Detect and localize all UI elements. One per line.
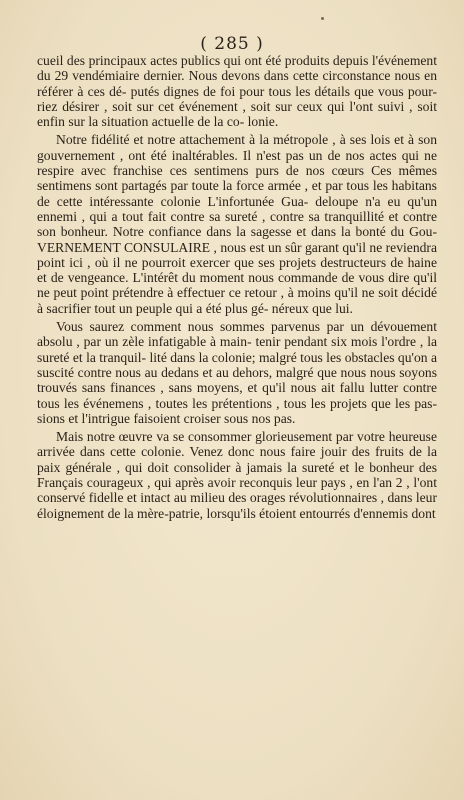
text-line: orages révolutionnaires , dans leur éloignement de la bbox=[37, 490, 437, 521]
text-line: point prétendre à effectuer ce retour , à moins qu'il ne bbox=[80, 285, 375, 301]
text-line: Mais notre œuvre va se consommer glorieusement par bbox=[56, 429, 354, 445]
text-line: cueil des principaux actes publics qui ont été produits bbox=[37, 53, 330, 68]
text-line: soit décidé à sacrifier tout un peuple qui a été plus gé- bbox=[37, 285, 438, 316]
ink-speck bbox=[321, 17, 324, 20]
text-line: Notre fidélité et notre attachement à la métropole , à bbox=[56, 132, 346, 148]
text-line: ces sentimens purs de nos cœurs Ces mêmes sentimens bbox=[37, 163, 437, 194]
paragraph bbox=[37, 319, 437, 426]
paragraph bbox=[37, 53, 437, 129]
text-line: mère-patrie, lorsqu'ils étoient entourrés d'ennemis dont bbox=[137, 505, 436, 521]
page-body bbox=[37, 53, 437, 524]
text-line: VERNEMENT CONSULAIRE , nous est un sûr garant qu'il bbox=[37, 239, 366, 255]
text-line: suscité contre nous au dedans et au dehors, malgré que bbox=[37, 364, 337, 380]
text-line: depuis l'événement du 29 vendémiaire dernier. Nous bbox=[37, 53, 437, 84]
paragraph bbox=[37, 429, 437, 521]
text-line: ses lois et à son gouvernement , ont été inaltérables. Il bbox=[37, 132, 437, 163]
text-line: tenir pendant six mois l'ordre , la sureté et la tranquil- bbox=[37, 334, 438, 365]
paragraph bbox=[37, 132, 437, 316]
text-line: nous nous soyons trouvés sans finances , sans moyens, bbox=[37, 364, 437, 396]
text-line: votre heureuse arrivée dans cette colonie. Venez donc bbox=[37, 429, 438, 460]
page-number: ( 285 ) bbox=[200, 34, 264, 54]
text-line: et qu'il nous ait fallu lutter contre tous les événemens , bbox=[37, 380, 437, 411]
text-line: n'est pas un de nos actes qui ne respire avec franchise bbox=[37, 147, 437, 179]
text-line: néreux que lui. bbox=[271, 300, 353, 316]
text-line: l'ont suivi , soit enfin sur la situation actuelle de la co- bbox=[37, 98, 437, 130]
text-line: lité dans la colonie; malgré tous les obstacles qu'on a bbox=[149, 349, 437, 365]
text-line: habitans de cette intéressante colonie L'infortunée Gua- bbox=[37, 178, 437, 209]
text-line: deloupe n'a eu qu'un ennemi , qui a tout fait contre sa bbox=[37, 193, 437, 224]
text-line: riez désirer , soit sur cet événement , soit sur ceux qui bbox=[37, 98, 345, 114]
text-line: ne reviendra point ici , où il ne pourroit exercer que ses bbox=[37, 239, 437, 270]
text-line: Notre confiance dans la sagesse et dans la bonté du Gou- bbox=[112, 224, 438, 240]
text-line: Vous saurez comment nous sommes parvenus par bbox=[56, 319, 344, 335]
text-line: consolider à jamais la sureté et le bonheur des Français bbox=[37, 459, 437, 491]
text-line: un dévouement absolu , par un zèle infatigable à main- bbox=[37, 319, 438, 350]
text-line: du moment nous commande de vous dire qu'il ne peut bbox=[37, 270, 437, 301]
text-line: sont partagés par toute la force armée , et par tous les bbox=[95, 178, 388, 194]
text-line: devons dans cette circonstance nous en référer à ces dé- bbox=[37, 68, 437, 99]
text-line: nous faire jouir des fruits de la paix générale , qui doit bbox=[37, 444, 437, 475]
text-line: toutes les prétentions , tous les projets que les pas- bbox=[155, 395, 438, 411]
text-line: projets destructeurs de haine et de vengeance. L'intérêt bbox=[37, 254, 438, 286]
text-line: lonie. bbox=[247, 114, 279, 130]
text-line: courageux , qui après avoir reconquis leur pays , en bbox=[86, 475, 370, 491]
text-line: sions et l'intrigue faisoient croiser sous nos pas. bbox=[37, 410, 296, 426]
text-line: sureté , contre sa tranquillité et contre son bonheur. bbox=[37, 208, 437, 240]
text-line: l'an 2 , l'ont conservé fidelle et intact au milieu des bbox=[37, 475, 437, 506]
text-line: putés dignes de foi pour tous les détails que vous pour- bbox=[130, 83, 438, 99]
